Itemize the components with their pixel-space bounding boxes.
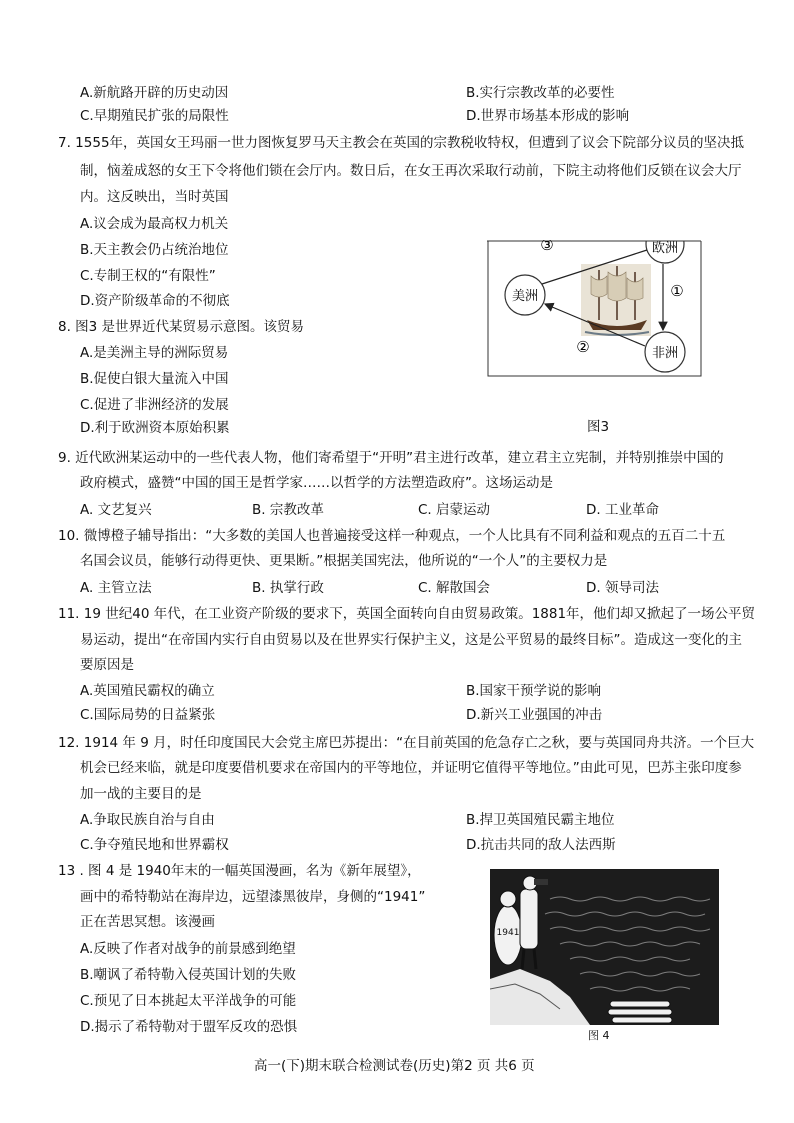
label-route-2: ② [576, 338, 590, 356]
q11-option-a: A.英国殖民霸权的确立 [80, 683, 215, 699]
q6-option-b: B.实行宗教改革的必要性 [466, 85, 615, 101]
q6-option-c: C.早期殖民扩张的局限性 [80, 108, 229, 124]
label-route-1: ① [670, 282, 684, 300]
q8-option-c: C.促进了非洲经济的发展 [80, 397, 229, 413]
ship-image [581, 264, 651, 336]
q11-stem-line1: 11. 19 世纪40 年代，在工业资产阶级的要求下，英国全面转向自由贸易政策。1881年，他们却又掀起了一场公平贸 [58, 606, 756, 622]
q8-option-b: B.促使白银大量流入中国 [80, 371, 229, 387]
label-route-3: ③ [540, 240, 554, 254]
q13-option-c: C.预见了日本挑起太平洋战争的可能 [80, 993, 297, 1009]
node-africa-label: 非洲 [651, 346, 679, 361]
q7-option-d: D.资产阶级革命的不彻底 [80, 293, 230, 309]
q12-stem-line2: 机会已经来临，就是印度要借机要求在帝国内的平等地位，并证明它值得平等地位。”由此可见，巴苏主张印度参 [80, 760, 742, 776]
figure-3-caption: 图3 [587, 419, 610, 435]
q9-option-c: C. 启蒙运动 [418, 502, 491, 518]
page-footer: 高一(下)期末联合检测试卷(历史)第2 页 共6 页 [254, 1058, 535, 1074]
q6-option-d: D.世界市场基本形成的影响 [466, 108, 630, 124]
q12-option-d: D.抗击共同的敌人法西斯 [466, 837, 616, 853]
q8-option-d: D.利于欧洲资本原始积累 [80, 420, 230, 436]
q11-stem-line2: 易运动，提出“在帝国内实行自由贸易以及在世界实行保护主义，这是公平贸易的最终目标”。造成这一变化的主 [80, 632, 742, 648]
q13-stem-line3: 正在苦思冥想。该漫画 [80, 914, 215, 930]
q7-stem-line2: 制，恼羞成怒的女王下令将他们锁在会厅内。数日后，在女王再次采取行动前，下院主动将他们反锁在议会大厅 [80, 163, 742, 179]
q12-stem-line3: 加一战的主要目的是 [80, 786, 202, 802]
q11-stem-line3: 要原因是 [80, 657, 134, 673]
node-europe-label: 欧洲 [651, 241, 679, 256]
q10-option-c: C. 解散国会 [418, 580, 491, 596]
q7-stem-line1: 7. 1555年，英国女王玛丽一世力图恢复罗马天主教会在英国的宗教税收特权，但遭到了议会下院部分议员的坚决抵 [58, 135, 745, 151]
q6-option-a: A.新航路开辟的历史动因 [80, 85, 229, 101]
q13-option-d: D.揭示了希特勒对于盟军反攻的恐惧 [80, 1019, 298, 1035]
q9-option-b: B. 宗教改革 [252, 502, 324, 518]
q10-stem-line1: 10. 微博橙子辅导指出：“大多数的美国人也普遍接受这样一种观点，一个人比具有不同利益和观点的五百二十五 [58, 528, 726, 544]
figure-4-cartoon [490, 869, 719, 1025]
boats-on-shore [608, 1001, 672, 1023]
label-1941: 1941 [496, 928, 520, 938]
node-america-label: 美洲 [511, 289, 539, 304]
q11-option-b: B.国家干预学说的影响 [466, 683, 602, 699]
q13-option-a: A.反映了作者对战争的前景感到绝望 [80, 941, 296, 957]
q13-stem-line2: 画中的希特勒站在海岸边，远望漆黑彼岸，身侧的“1941” [80, 889, 426, 905]
q9-stem-line1: 9. 近代欧洲某运动中的一些代表人物，他们寄希望于“开明”君主进行改革，建立君主立宪制，并特别推崇中国的 [58, 450, 724, 466]
q9-stem-line2: 政府模式，盛赞“中国的国王是哲学家……以哲学的方法塑造政府”。这场运动是 [80, 475, 553, 491]
q7-option-c: C.专制王权的“有限性” [80, 268, 216, 284]
q11-option-c: C.国际局势的日益紧张 [80, 707, 216, 723]
q9-option-d: D. 工业革命 [586, 502, 659, 518]
q8-stem: 8. 图3 是世界近代某贸易示意图。该贸易 [58, 319, 305, 335]
figure-4-caption: 图 4 [588, 1029, 610, 1042]
q7-option-a: A.议会成为最高权力机关 [80, 216, 229, 232]
q13-option-b: B.嘲讽了希特勒入侵英国计划的失败 [80, 967, 297, 983]
q12-option-a: A.争取民族自治与自由 [80, 812, 215, 828]
q9-option-a: A. 文艺复兴 [80, 502, 152, 518]
q8-option-a: A.是美洲主导的洲际贸易 [80, 345, 229, 361]
q10-option-b: B. 执掌行政 [252, 580, 324, 596]
q7-stem-line3: 内。这反映出，当时英国 [80, 189, 229, 205]
q7-option-b: B.天主教会仍占统治地位 [80, 242, 229, 258]
q11-option-d: D.新兴工业强国的冲击 [466, 707, 603, 723]
q12-option-c: C.争夺殖民地和世界霸权 [80, 837, 229, 853]
figure-3-trade-diagram [487, 240, 702, 403]
q13-stem-line1: 13 . 图 4 是 1940年末的一幅英国漫画，名为《新年展望》， [58, 863, 421, 879]
q10-option-d: D. 领导司法 [586, 580, 659, 596]
q12-option-b: B.捍卫英国殖民霸主地位 [466, 812, 615, 828]
q12-stem-line1: 12. 1914 年 9 月，时任印度国民大会党主席巴苏提出：“在目前英国的危急存亡之秋，要与英国同舟共济。一个巨大 [58, 735, 755, 751]
q10-option-a: A. 主管立法 [80, 580, 152, 596]
q10-stem-line2: 名国会议员，能够行动得更快、更果断。”根据美国宪法，他所说的“一个人”的主要权力是 [80, 553, 608, 569]
